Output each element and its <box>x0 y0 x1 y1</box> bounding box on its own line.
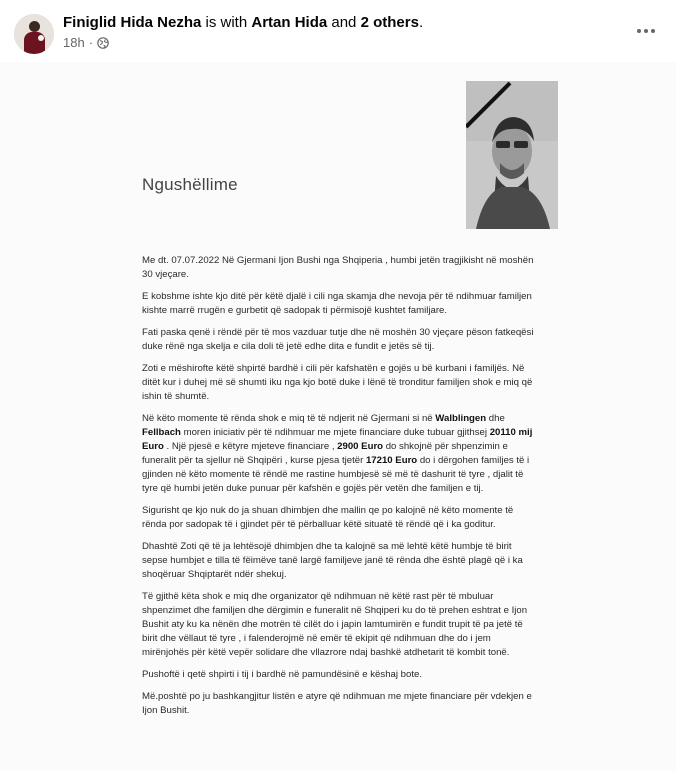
memorial-portrait <box>466 81 558 229</box>
paragraph-text: do i dërgohen familjes të i gjinden në këto momente të rëndë me rastine humbjesë së më të dashurit të tyre , djalit të tyre që humbi jetën duke punuar për kafshën e gojës për vetën dhe familjen e tij. <box>142 455 530 494</box>
avatar-head <box>29 21 40 32</box>
document-paragraph: Më.poshtë po ju bashkangjitur listën e atyre që ndihmuan me mjete financiare për vdekjen e Ijon Bushit. <box>142 691 532 716</box>
document-paragraph: Fati paska qenë i rëndë për të mos vazduar tutje dhe në moshën 30 vjeçare pëson fatkeqësi duke rënë nga skelja e cila doli të jetë edhe dita e fundit e jetës së tij. <box>142 327 534 352</box>
document-paragraph: Dhashtë Zoti që të ja lehtësojë dhimbjen dhe ta kalojnë sa më lehtë këtë humbje të birit sepse humbjet e tilla të fëimëve tanë largë familjeve janë të rënda dhe është plagë që i ka shoqëruar Shqiptarët ndër shekuj. <box>142 541 523 580</box>
post-header <box>0 0 676 62</box>
and-text: and <box>327 14 361 31</box>
bold-text: 2900 Euro <box>337 441 384 452</box>
document-paragraph: Sigurisht qe kjo nuk do ja shuan dhimbjen dhe mallin qe po kalojnë në këto momente të rënda por sadopak të i gjindet për të përballuar këtë situatë të rëndë që i ka goditur. <box>142 505 514 530</box>
portrait-image <box>466 81 558 229</box>
end-punct: . <box>418 14 424 31</box>
bold-text: 17210 Euro <box>365 455 418 466</box>
with-text: is with <box>201 14 252 31</box>
paragraph-text: moren iniciativ për të ndihmuar me mjete financiare duke tubuar gjithsej <box>180 427 490 438</box>
author-avatar[interactable] <box>14 14 54 54</box>
author-name-link[interactable]: Finiglid Hida Nezha <box>63 14 202 31</box>
document-paragraph: Zoti e mëshirofte këtë shpirtë bardhë i cili për kafshatën e gojës u bë kurbani i familjës. Në ditët kur i duhej më së shumti iku nga kjo botë duke i lënë të tronditur familjen shok e miq që ishin të shumtë. <box>142 363 533 402</box>
paragraph-text: . Një pjesë e këtyre mjeteve financiare , <box>163 441 338 452</box>
paragraph-text: dhe <box>486 413 505 424</box>
globe-icon[interactable] <box>97 37 109 49</box>
avatar-flower <box>38 35 44 41</box>
post-photo[interactable] <box>0 62 676 771</box>
bold-text: Fellbach <box>142 427 181 438</box>
paragraph-text: Në këto momente të rënda shok e miq të të ndjerit në Gjermani si në <box>142 413 436 424</box>
meta-separator: · <box>88 35 94 50</box>
tagged-person-link[interactable]: Artan Hida <box>251 14 328 31</box>
paragraph-text: do shkojnë për shpenzimin e funeralit për ta sjellur në Shqipëri , kurse pjesa tjetër <box>142 441 508 466</box>
post-author-line <box>63 13 423 33</box>
bold-text: Walblingen <box>435 413 487 424</box>
more-options-button[interactable] <box>628 17 664 45</box>
others-link[interactable]: 2 others <box>360 14 419 31</box>
post-meta <box>63 35 109 51</box>
document-paragraph <box>142 412 534 496</box>
document-paragraph: E kobshme ishte kjo ditë për këtë djalë i cili nga skamja dhe nevoja për të ndihmuar familjen kishte marrë rrugën e gurbetit që sadopak ti përmisojë kushtet familjare. <box>142 291 532 316</box>
bold-text: 20110 mij Euro <box>142 427 533 452</box>
document-paragraph: Me dt. 07.07.2022 Në Gjermani Ijon Bushi nga Shqiperia , humbi jetën tragjikisht në moshën 30 vjeçare. <box>142 255 534 280</box>
document-title: Ngushëllime <box>142 175 238 194</box>
document-paragraph: Të gjithë këta shok e miq dhe organizator që ndihmuan në këtë rast për të mbuluar shpenzimet dhe familjen dhe dërgimin e funeralit në Shqiperi ku do të prehen eshtrat e Ijon Bushit aty ku ka nënën dhe motrën të cilët do i japin lamtumirën e fundit trupit të pa jetë të birit dhe vëllaut të tyre , i falenderojmë në emër të ekipit që ndihmuan dhe do i jem mirënjohës për këtë vepër solidare dhe vllazrore ndaj bashkë atdhetarit të kombit tonë. <box>142 591 528 658</box>
document-body <box>142 254 534 726</box>
post-timestamp[interactable]: 18h <box>63 35 85 50</box>
more-options-icon <box>636 28 656 34</box>
document-paragraph: Pushoftë i qetë shpirti i tij i bardhë në pamundësinë e këshaj bote. <box>142 669 422 680</box>
